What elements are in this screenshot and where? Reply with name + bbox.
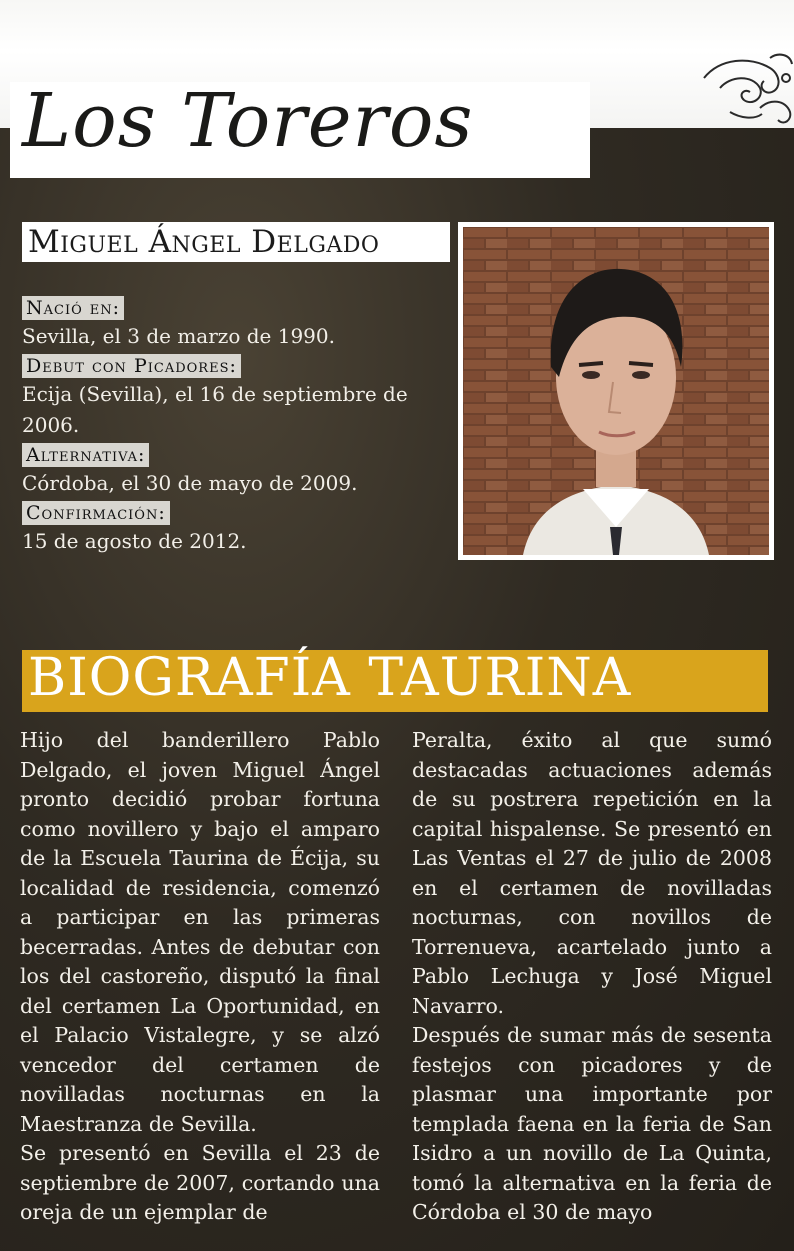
fact-confirmacion xyxy=(22,501,442,557)
fact-label: Nació en: xyxy=(22,296,124,320)
fact-value: Sevilla, el 3 de marzo de 1990. xyxy=(22,324,335,348)
paragraph: Peralta, éxito al que sumó destacadas actuaciones además de su postrera repetición en la capital hispalense. Se presentó en Las Ventas el 27 de julio de 2008 en el certamen de novilladas nocturnas, con novillos de Torrenueva, acartelado junto a Pablo Lechuga y José Miguel Navarro. xyxy=(412,728,772,1018)
fact-label: Confirmación: xyxy=(22,501,170,525)
fact-birth xyxy=(22,296,442,352)
fact-value: 15 de agosto de 2012. xyxy=(22,529,247,553)
portrait-photo xyxy=(463,227,769,555)
fact-debut xyxy=(22,354,442,441)
facts-list xyxy=(22,296,442,559)
fact-alternativa xyxy=(22,443,442,499)
flourish-ornament-icon xyxy=(700,48,794,128)
fact-value: Ecija (Sevilla), el 16 de septiembre de 2006. xyxy=(22,382,408,437)
bullfighter-name: Miguel Ángel Delgado xyxy=(28,224,380,260)
paragraph: Hijo del banderillero Pablo Delgado, el joven Miguel Ángel pronto decidió probar fortuna como novillero y bajo el amparo de la Escuela Taurina de Écija, su localidad de residencia, comenzó a participar en las primeras becerradas. Antes de debutar con los del castoreño, disputó la final del certamen La Oportunidad, en el Palacio Vistalegre, y se alzó vencedor del certamen de novilladas nocturnas en la Maestranza de Sevilla. xyxy=(20,728,380,1136)
page-title: Los Toreros xyxy=(22,78,474,164)
biography-column-left xyxy=(20,726,380,1228)
fact-label: Alternativa: xyxy=(22,443,149,467)
fact-value: Córdoba, el 30 de mayo de 2009. xyxy=(22,471,358,495)
paragraph: Después de sumar más de sesenta festejos con picadores y de plasmar una importante por templada faena en la feria de San Isidro a un novillo de La Quinta, tomó la alternativa en la feria de Córdoba el 30 de mayo xyxy=(412,1023,772,1224)
paragraph: Se presentó en Sevilla el 23 de septiembre de 2007, cortando una oreja de un ejemplar de xyxy=(20,1141,380,1224)
biography-heading: BIOGRAFÍA TAURINA xyxy=(28,648,632,708)
biography-column-right xyxy=(412,726,772,1228)
fact-label: Debut con Picadores: xyxy=(22,354,241,378)
